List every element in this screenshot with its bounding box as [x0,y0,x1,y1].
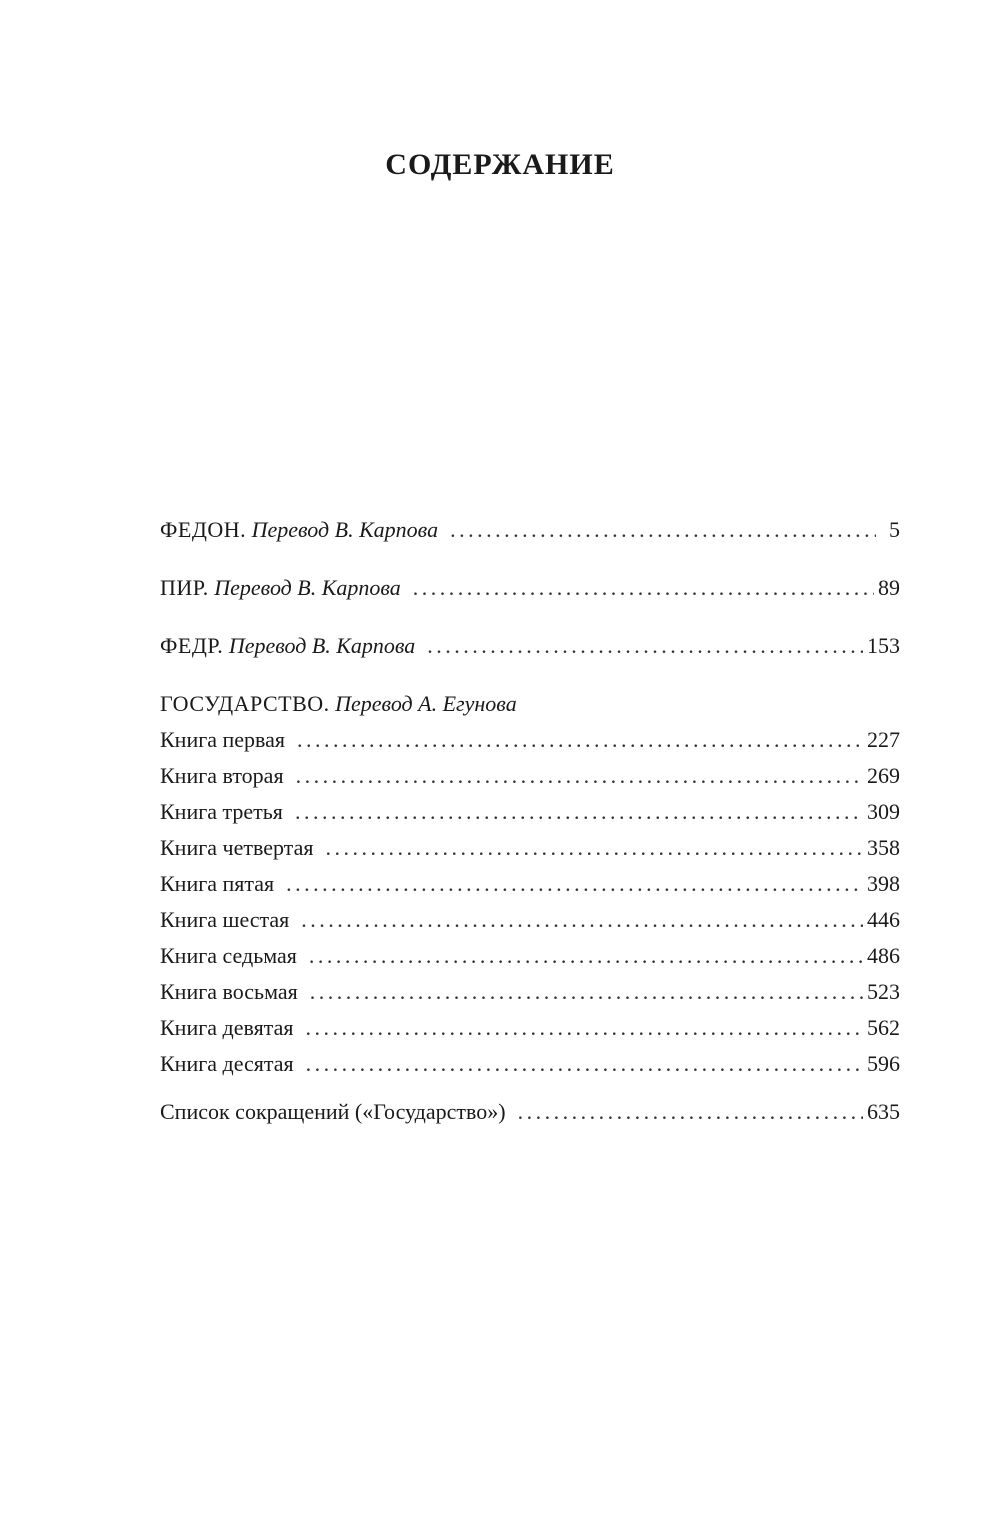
toc-page-number: 227 [867,727,900,752]
dot-leader [310,974,863,1010]
page-title: СОДЕРЖАНИЕ [385,148,615,181]
toc-book-7[interactable] [160,938,900,974]
toc-entry-phaedrus[interactable] [160,628,900,664]
toc-book-label: Книга пятая [160,871,275,896]
dot-leader [297,722,863,758]
dot-leader [427,628,863,664]
toc-book-8[interactable] [160,974,900,1010]
toc-page-number: 269 [867,763,900,788]
toc-book-6[interactable] [160,902,900,938]
toc-book-label: Книга восьмая [160,979,298,1004]
dot-leader [305,1010,863,1046]
toc-page-number: 562 [867,1015,900,1040]
toc-book-1[interactable] [160,722,900,758]
dot-leader [518,1094,863,1130]
toc-page-number: 358 [867,835,900,860]
toc-entry-title: ПИР. [160,575,209,600]
toc-book-label: Книга третья [160,799,283,824]
toc-book-label: Список сокращений («Государство») [160,1099,506,1124]
toc-page-number: 486 [867,943,900,968]
toc-entry-abbreviations[interactable] [160,1094,900,1130]
dot-leader [286,866,863,902]
toc-book-label: Книга девятая [160,1015,294,1040]
toc-entry-translator: Перевод В. Карпова [214,575,401,600]
table-of-contents [160,512,900,1130]
dot-leader [295,794,863,830]
dot-leader [296,758,863,794]
toc-page-number: 635 [867,1099,900,1124]
toc-book-label: Книга первая [160,727,286,752]
dot-leader [306,1046,863,1082]
toc-page-number: 398 [867,871,900,896]
toc-book-9[interactable] [160,1010,900,1046]
toc-section-republic[interactable] [160,686,900,722]
toc-entry-symposium[interactable] [160,570,900,606]
dot-leader [301,902,863,938]
toc-entry-phaedo[interactable] [160,512,900,548]
toc-book-3[interactable] [160,794,900,830]
toc-book-label: Книга четвертая [160,835,314,860]
dot-leader [413,570,874,606]
toc-book-2[interactable] [160,758,900,794]
toc-entry-translator: Перевод В. Карпова [251,517,439,542]
toc-page-number: 89 [878,575,900,600]
toc-book-label: Книга десятая [160,1051,294,1076]
toc-entry-translator: Перевод В. Карпова [228,633,416,658]
toc-page-number: 523 [867,979,900,1004]
toc-entry-title: ФЕДОН. [160,517,247,542]
toc-entry-title: ФЕДР. [160,633,224,658]
toc-page-number: 153 [867,633,900,658]
dot-leader [450,512,876,548]
toc-book-10[interactable] [160,1046,900,1082]
toc-page-number: 5 [889,517,900,542]
dot-leader [309,938,863,974]
toc-page-number: 309 [867,799,900,824]
toc-book-label: Книга шестая [160,907,290,932]
dot-leader [325,830,863,866]
toc-entry-translator: Перевод А. Егунова [335,691,517,716]
toc-book-label: Книга вторая [160,763,284,788]
toc-book-5[interactable] [160,866,900,902]
toc-entry-title: ГОСУДАРСТВО. [160,691,330,716]
toc-book-label: Книга седьмая [160,943,297,968]
toc-book-4[interactable] [160,830,900,866]
toc-page-number: 596 [867,1051,900,1076]
toc-page-number: 446 [867,907,900,932]
